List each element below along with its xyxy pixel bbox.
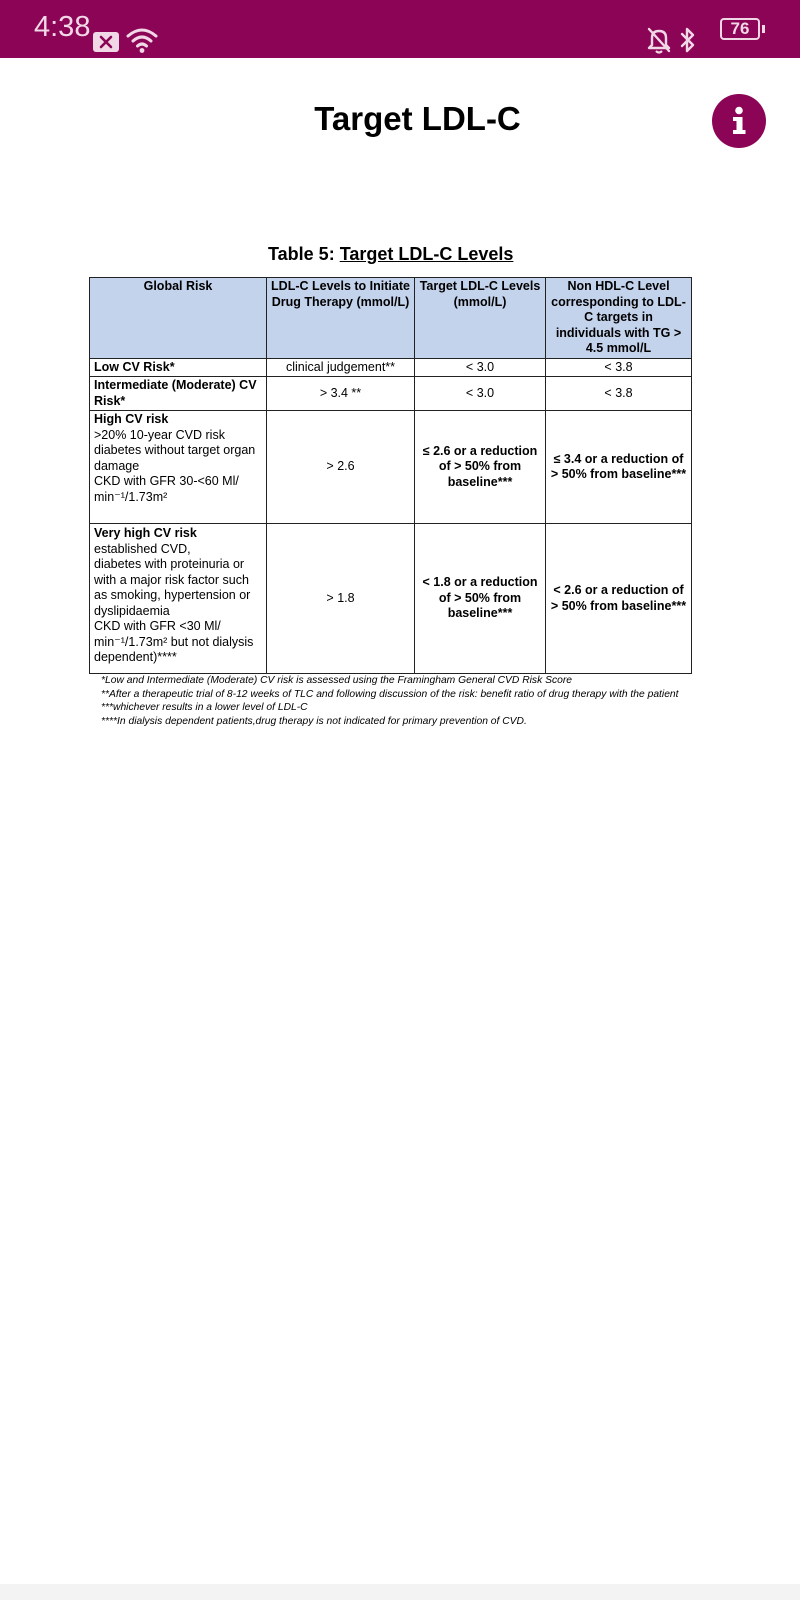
risk-desc-line: CKD with GFR <30 Ml/ min⁻¹/1.73m² but not dialysis dependent)**** [94, 619, 254, 664]
header-ldl-initiate: LDL-C Levels to Initiate Drug Therapy (mmol/L) [267, 278, 415, 359]
initiate-cell: > 1.8 [267, 524, 415, 674]
risk-desc-line: CKD with GFR 30-<60 Ml/ min⁻¹/1.73m² [94, 474, 239, 504]
initiate-cell: > 3.4 ** [267, 377, 415, 411]
info-button[interactable] [712, 94, 766, 148]
risk-name: High CV risk [94, 412, 169, 426]
non-hdl-cell: < 2.6 or a reduction of > 50% from baseline*** [546, 524, 692, 674]
battery-tip [762, 25, 765, 33]
table-row [90, 524, 692, 674]
ldl-target-table [89, 277, 692, 674]
footnote: *Low and Intermediate (Moderate) CV risk is assessed using the Framingham General CVD Risk Score [101, 675, 572, 686]
status-bar [0, 0, 800, 58]
non-hdl-cell: < 3.8 [546, 358, 692, 377]
target-cell: < 3.0 [415, 377, 546, 411]
risk-cell [90, 358, 267, 377]
wifi-icon [126, 26, 158, 54]
table-header-row [90, 278, 692, 359]
footnote: ***whichever results in a lower level of LDL-C [101, 702, 308, 714]
target-cell: ≤ 2.6 or a reduction of > 50% from baseline*** [415, 411, 546, 524]
risk-cell [90, 377, 267, 411]
risk-desc-line: diabetes with proteinuria or with a major risk factor such as smoking, hypertension or dyslipidaemia [94, 557, 251, 618]
target-cell: < 3.0 [415, 358, 546, 377]
battery-icon: 76 [720, 18, 760, 40]
table-row [90, 377, 692, 411]
footnote: ****In dialysis dependent patients,drug therapy is not indicated for primary prevention of CVD. [101, 715, 527, 727]
bluetooth-icon [679, 26, 697, 54]
table-caption [268, 244, 513, 265]
close-notification-icon [92, 31, 120, 53]
initiate-cell: > 2.6 [267, 411, 415, 524]
footnote: **After a therapeutic trial of 8-12 weeks of TLC and following discussion of the risk: benefit ratio of drug therapy with the patient [101, 688, 679, 700]
table-row [90, 411, 692, 524]
table-caption-title: Target LDL-C Levels [339, 244, 514, 264]
info-icon [712, 94, 766, 148]
risk-name: Very high CV risk [94, 526, 197, 540]
risk-name: Intermediate (Moderate) CV Risk* [94, 378, 257, 408]
target-cell: < 1.8 or a reduction of > 50% from baseline*** [415, 524, 546, 674]
bottom-edge [0, 1584, 800, 1600]
table-row [90, 358, 692, 377]
header-non-hdl: Non HDL-C Level corresponding to LDL-C targets in individuals with TG > 4.5 mmol/L [546, 278, 692, 359]
non-hdl-cell: < 3.8 [546, 377, 692, 411]
status-time: 4:38 [34, 11, 91, 43]
page-title: Target LDL-C [314, 100, 521, 137]
initiate-cell: clinical judgement** [267, 358, 415, 377]
table-caption-prefix: Table 5: [268, 244, 340, 264]
non-hdl-cell: ≤ 3.4 or a reduction of > 50% from baseline*** [546, 411, 692, 524]
risk-cell [90, 411, 267, 524]
risk-name: Low CV Risk* [94, 359, 175, 374]
bell-off-icon [646, 26, 672, 54]
risk-desc-line: diabetes without target organ damage [94, 443, 256, 473]
risk-desc-line: >20% 10-year CVD risk [94, 427, 225, 442]
risk-cell [90, 524, 267, 674]
header-target-ldl: Target LDL-C Levels (mmol/L) [415, 278, 546, 359]
risk-desc-line: established CVD, [94, 541, 191, 556]
table-footnotes [101, 674, 711, 728]
header-global-risk: Global Risk [90, 278, 267, 359]
